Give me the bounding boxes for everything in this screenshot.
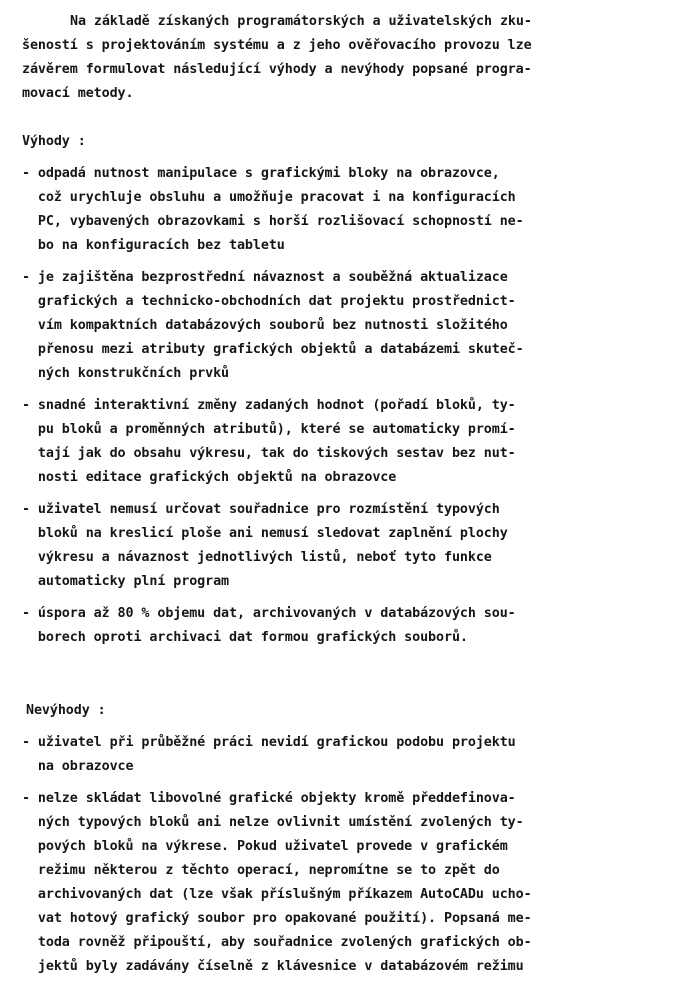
advantages-heading: Výhody : bbox=[22, 134, 86, 149]
advantage-1-line-3: PC, vybavených obrazovkami s horší rozlišovací schopností ne- bbox=[22, 214, 524, 229]
disadvantage-2-line-1: - nelze skládat libovolné grafické objekty kromě předdefinova- bbox=[22, 791, 516, 806]
advantage-2-line-5: ných konstrukčních prvků bbox=[22, 366, 230, 381]
advantage-2-line-3: vím kompaktních databázových souborů bez nutnosti složitého bbox=[22, 318, 508, 333]
intro-line-1: Na základě získaných programátorských a uživatelských zku- bbox=[70, 14, 532, 29]
advantage-4-line-2: bloků na kreslicí ploše ani nemusí sledovat zaplnění plochy bbox=[22, 526, 508, 541]
disadvantage-1-line-1: - uživatel při průběžné práci nevidí grafickou podobu projektu bbox=[22, 735, 516, 750]
advantage-5-line-2: borech oproti archivaci dat formou grafických souborů. bbox=[22, 630, 468, 645]
advantage-1-line-1: - odpadá nutnost manipulace s grafickými bloky na obrazovce, bbox=[22, 166, 500, 181]
advantage-3-line-1: - snadné interaktivní změny zadaných hodnot (pořadí bloků, ty- bbox=[22, 398, 516, 413]
disadvantage-2-line-3: pových bloků na výkrese. Pokud uživatel provede v grafickém bbox=[22, 839, 508, 854]
advantage-4-line-1: - uživatel nemusí určovat souřadnice pro rozmístění typových bbox=[22, 502, 500, 517]
advantage-3-line-3: tají jak do obsahu výkresu, tak do tiskových sestav bez nut- bbox=[22, 446, 516, 461]
advantage-2-line-4: přenosu mezi atributy grafických objektů a databázemi skuteč- bbox=[22, 342, 524, 357]
advantage-1-line-4: bo na konfiguracích bez tabletu bbox=[22, 238, 285, 253]
intro-line-2: šeností s projektováním systému a z jeho ověřovacího provozu lze bbox=[22, 38, 532, 53]
advantage-5-line-1: - úspora až 80 % objemu dat, archivovaných v databázových sou- bbox=[22, 606, 516, 621]
advantage-1-line-2: což urychluje obsluhu a umožňuje pracovat i na konfiguracích bbox=[22, 190, 516, 205]
advantage-4-line-4: automaticky plní program bbox=[22, 574, 230, 589]
intro-line-4: movací metody. bbox=[22, 86, 134, 101]
advantage-2-line-1: - je zajištěna bezprostřední návaznost a souběžná aktualizace bbox=[22, 270, 508, 285]
advantage-3-line-4: nosti editace grafických objektů na obrazovce bbox=[22, 470, 397, 485]
advantage-2-line-2: grafických a technicko-obchodních dat projektu prostřednict- bbox=[22, 294, 516, 309]
disadvantage-2-line-7: toda rovněž připouští, aby souřadnice zvolených grafických ob- bbox=[22, 935, 532, 950]
disadvantage-2-line-4: režimu některou z těchto operací, nepromítne se to zpět do bbox=[22, 863, 500, 878]
disadvantage-2-line-8: jektů byly zadávány číselně z klávesnice v databázovém režimu bbox=[22, 959, 524, 974]
intro-line-3: závěrem formulovat následující výhody a nevýhody popsané progra- bbox=[22, 62, 532, 77]
disadvantages-heading: Nevýhody : bbox=[26, 703, 106, 718]
disadvantage-2-line-2: ných typových bloků ani nelze ovlivnit umístění zvolených ty- bbox=[22, 815, 524, 830]
advantage-3-line-2: pu bloků a proměnných atributů), které se automaticky promí- bbox=[22, 422, 516, 437]
disadvantage-2-line-5: archivovaných dat (lze však příslušným příkazem AutoCADu ucho- bbox=[22, 887, 532, 902]
advantage-4-line-3: výkresu a návaznost jednotlivých listů, neboť tyto funkce bbox=[22, 550, 492, 565]
disadvantage-2-line-6: vat hotový grafický soubor pro opakované použití). Popsaná me- bbox=[22, 911, 532, 926]
disadvantage-1-line-2: na obrazovce bbox=[22, 759, 134, 774]
